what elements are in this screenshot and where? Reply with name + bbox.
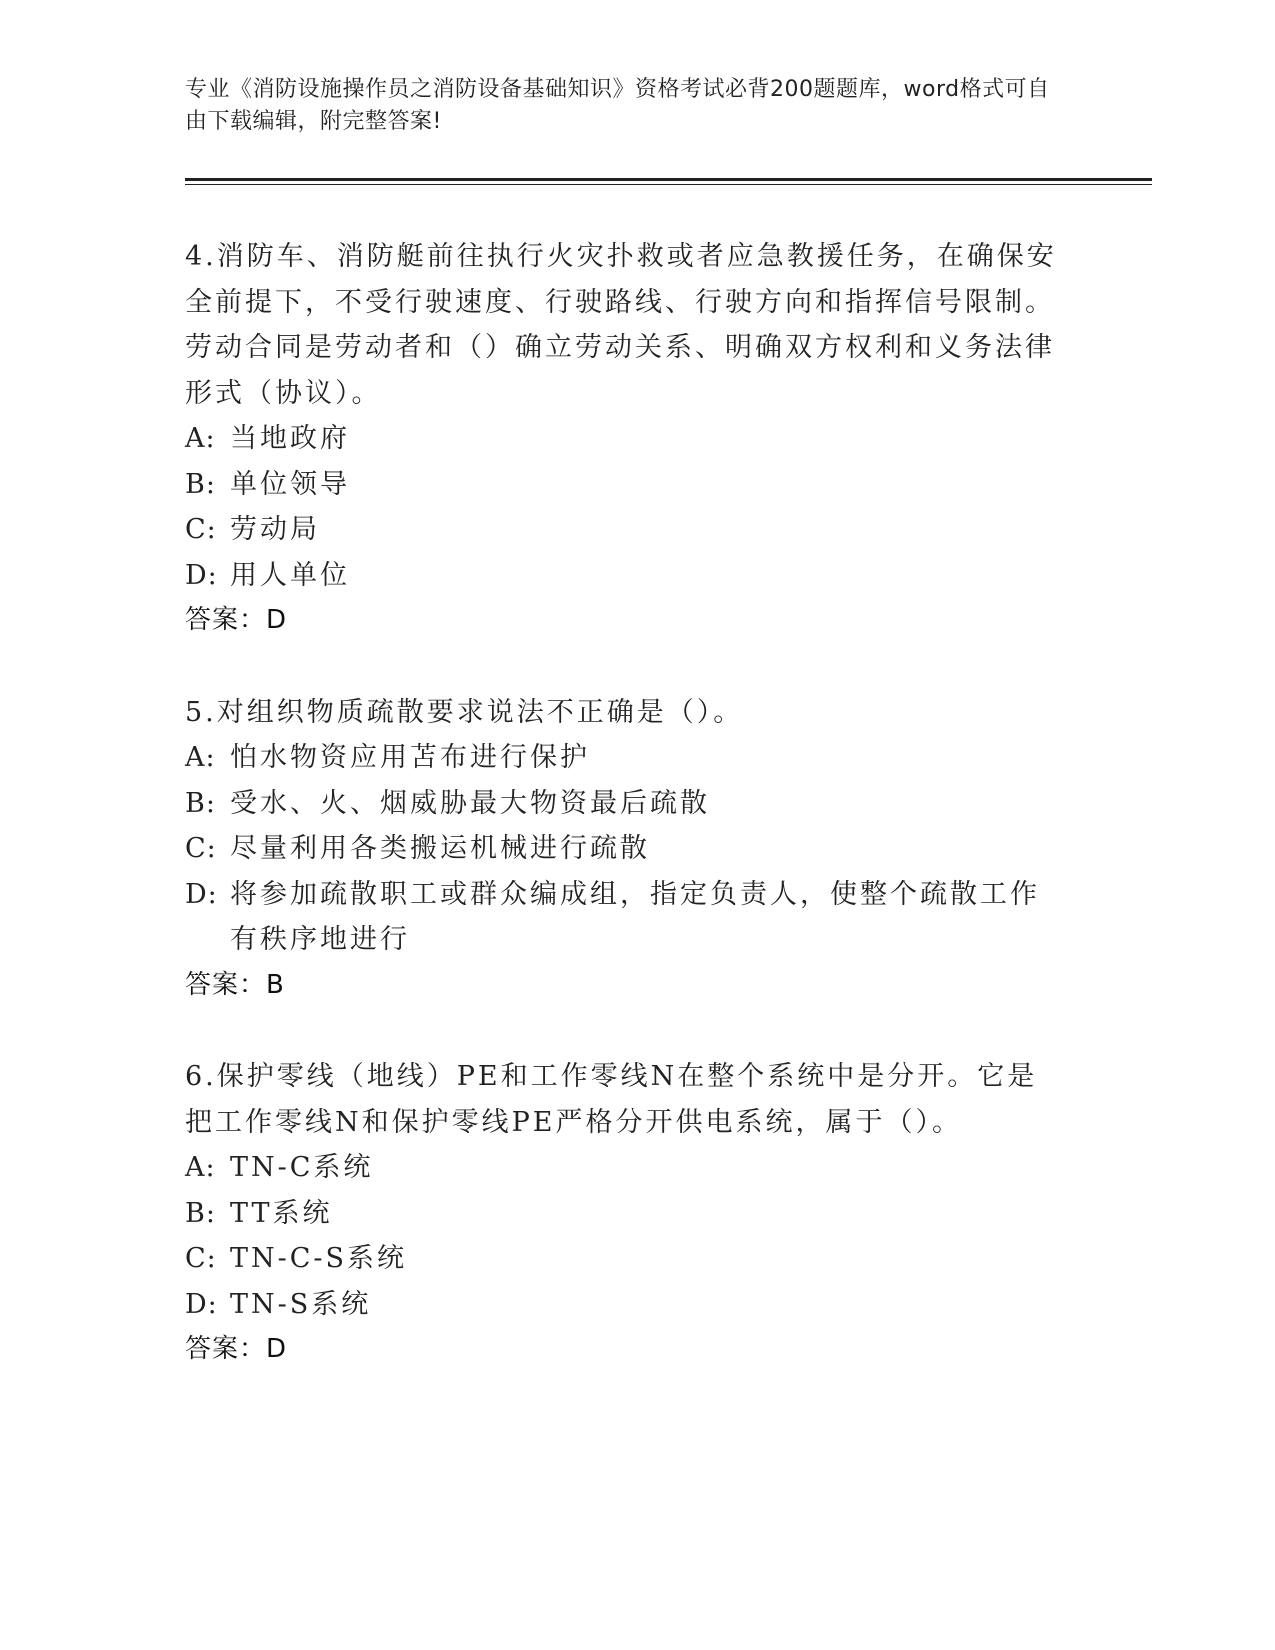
- header-divider-thin: [185, 184, 1152, 185]
- option-d: [185, 1282, 1065, 1328]
- option-letter: A:: [185, 742, 216, 773]
- option-letter: D:: [185, 878, 218, 910]
- option-c: [185, 1236, 1065, 1282]
- option-letter: C:: [185, 833, 217, 864]
- option-text: 用人单位: [230, 559, 350, 591]
- option-text: TN-C系统: [230, 1152, 374, 1183]
- option-b: [185, 462, 1065, 508]
- option-text: 尽量利用各类搬运机械进行疏散: [230, 833, 650, 864]
- option-letter: B:: [185, 787, 216, 819]
- option-letter: D:: [185, 559, 218, 591]
- option-text: 单位领导: [230, 468, 350, 500]
- option-letter: A:: [185, 1152, 216, 1183]
- option-letter: B:: [185, 468, 216, 500]
- option-text: TT系统: [230, 1197, 333, 1229]
- option-text: 将参加疏散职工或群众编成组，指定负责人，使整个疏散工作有秩序地进行: [230, 878, 1040, 955]
- option-text: 受水、火、烟威胁最大物资最后疏散: [230, 787, 710, 819]
- option-text: TN-C-S系统: [230, 1243, 408, 1274]
- question-6: [185, 1054, 1065, 1373]
- option-c: [185, 826, 1065, 872]
- question-5: [185, 690, 1065, 1009]
- answer-line: 答案：D: [185, 1334, 288, 1364]
- option-letter: D:: [185, 1288, 218, 1320]
- option-text: 当地政府: [230, 423, 350, 454]
- option-letter: C:: [185, 514, 217, 545]
- option-d: [185, 553, 1065, 599]
- answer-line: 答案：D: [185, 605, 288, 635]
- option-a: [185, 735, 1065, 781]
- option-b: [185, 781, 1065, 827]
- answer-line: 答案：B: [185, 969, 285, 1000]
- question-text: 5.对组织物质疏散要求说法不正确是（）。: [185, 696, 744, 728]
- header-divider-thick: [185, 178, 1152, 181]
- option-text: 劳动局: [230, 514, 320, 545]
- option-letter: A:: [185, 423, 216, 454]
- option-letter: C:: [185, 1243, 217, 1274]
- question-text: 6.保护零线（地线）PE和工作零线N在整个系统中是分开。它是把工作零线N和保护零线PE严格分开供电系统，属于（）。: [185, 1061, 1038, 1138]
- option-b: [185, 1191, 1065, 1237]
- option-c: [185, 507, 1065, 553]
- question-text: 4.消防车、消防艇前往执行火灾扑救或者应急教援任务，在确保安全前提下，不受行驶速度、行驶路线、行驶方向和指挥信号限制。劳动合同是劳动者和（）确立劳动关系、明确双方权利和义务法律形式（协议）。: [185, 241, 1057, 409]
- option-text: TN-S系统: [230, 1288, 372, 1320]
- option-text: 怕水物资应用苫布进行保护: [230, 742, 590, 773]
- option-a: [185, 1145, 1065, 1191]
- question-list: [185, 234, 1065, 1419]
- question-4: [185, 234, 1065, 644]
- document-header: 专业《消防设施操作员之消防设备基础知识》资格考试必背200题题库，word格式可自由下载编辑，附完整答案!: [185, 77, 1050, 134]
- option-letter: B:: [185, 1197, 216, 1229]
- option-d: [185, 872, 1065, 963]
- option-a: [185, 416, 1065, 462]
